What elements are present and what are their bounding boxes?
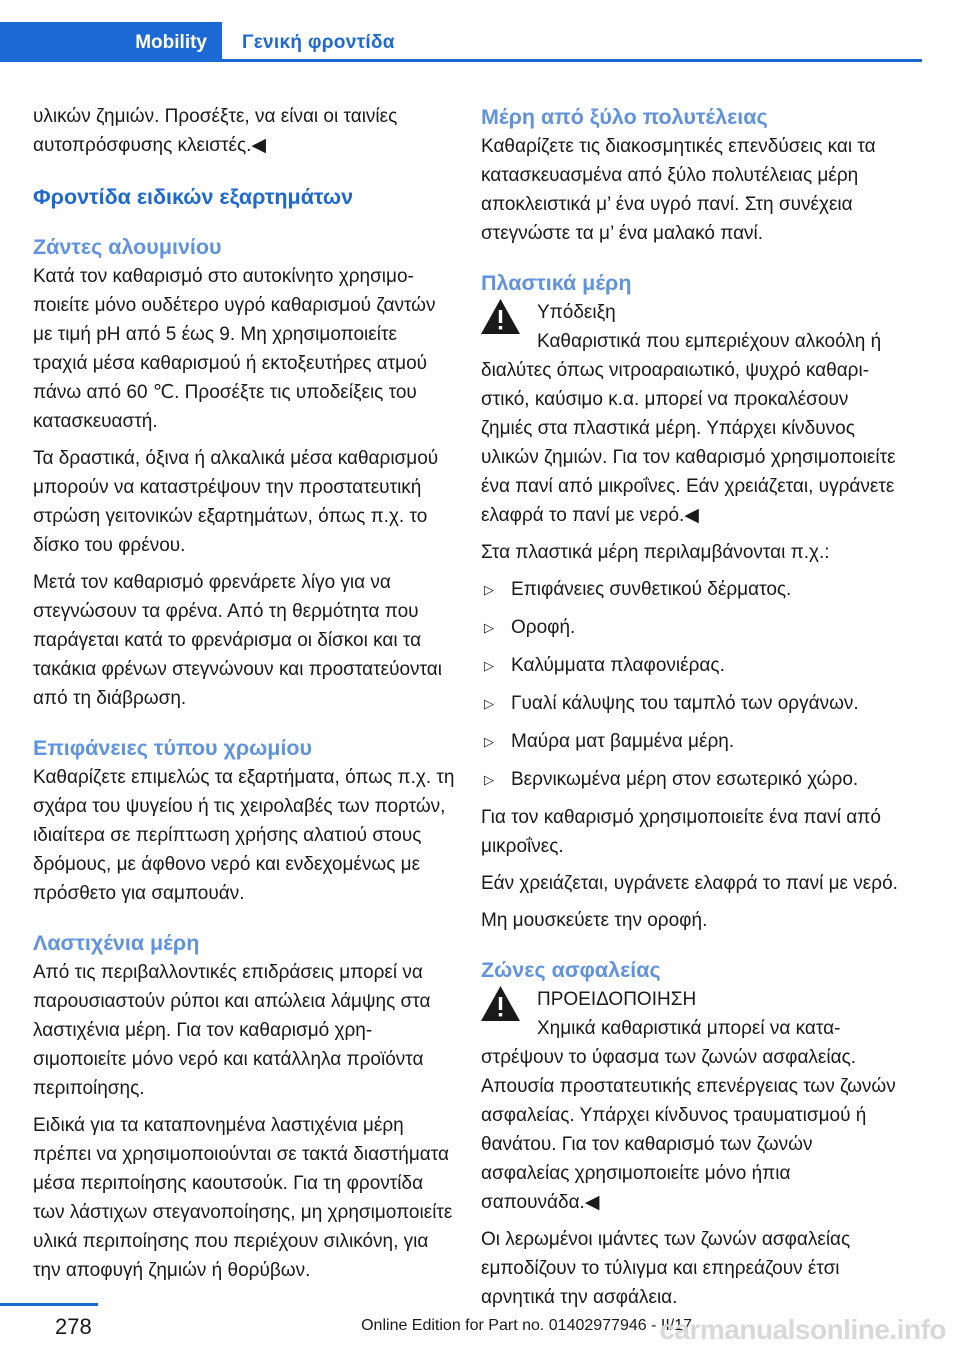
rubber-paragraph-1: Από τις περιβαλλοντικές επιδράσεις μπορεί να παρουσιαστούν ρύποι και απώλεια λάμψης στα λαστιχένια μέρη. Για τον καθαρισμό χρησιμοποιείτε μόνο νερό και κατάλληλα προϊόντα περιποίησης. [33, 962, 431, 1099]
rims-paragraph-1: Κατά τον καθαρισμό στο αυτοκίνητο χρησιμοποιείτε μόνο ουδέτερο υγρό καθαρισμού ζαντών με τιμή pH από 5 έως 9. Μη χρησιμοποιείτε τραχιά μέσα καθαρισμού ή εκτοξευτήρες ατμού πάνω από 60 ℃. Προσέξτε τις υποδείξεις του κατασκευαστή. [33, 266, 436, 432]
list-triangle-icon: ▷ [484, 734, 494, 749]
watermark-logo: carmanualsonline.info [659, 1314, 946, 1345]
list-item-text: Καλύμματα πλαφονιέρας. [511, 655, 725, 676]
list-item [481, 765, 901, 794]
list-item-text: Γυαλί κάλυψης του ταμπλό των οργάνων. [511, 693, 859, 714]
tab-mobility[interactable]: Mobility [0, 22, 222, 62]
note-box [481, 298, 901, 530]
list-item [481, 727, 901, 756]
list-triangle-icon: ▷ [484, 772, 494, 787]
list-triangle-icon: ▷ [484, 582, 494, 597]
list-item-text: Επιφάνειες συνθετικού δέρματος. [511, 579, 792, 600]
subheading-plastic-parts: Πλαστικά μέρη [481, 271, 632, 295]
list-triangle-icon: ▷ [484, 620, 494, 635]
list-item [481, 689, 901, 718]
list-item-text: Μαύρα ματ βαμμένα μέρη. [511, 731, 735, 752]
wood-paragraph: Καθαρίζετε τις διακοσμητικές επενδύσεις και τα κατασκευασμένα από ξύλο πολυτέλειας μέρη αποκλειστικά μ’ ένα υγρό πανί. Στη συνέχεια στεγνώστε τα μ’ ένα μαλακό πανί. [481, 136, 876, 244]
subheading-fine-wood: Μέρη από ξύλο πολυτέλειας [481, 105, 768, 129]
rims-paragraph-2: Τα δραστικά, όξινα ή αλκαλικά μέσα καθαρισμού μπορούν να καταστρέψουν την προστατευτική στρώση γειτονικών εξαρτημάτων, όπως π.χ. το δίσκο του φρένου. [33, 448, 439, 556]
warning-box [481, 985, 901, 1217]
plastic-paragraph-3: Μη μουσκεύετε την οροφή. [481, 910, 708, 931]
list-item [481, 613, 901, 642]
list-item-text: Βερνικωμένα μέρη στον εσωτερικό χώρο. [511, 769, 859, 790]
list-item [481, 651, 901, 680]
plastic-parts-list [481, 575, 901, 794]
intro-paragraph: υλικών ζημιών. Προσέξτε, να είναι οι ταινίες αυτοπρόσφυσης κλειστές.◀ [33, 106, 398, 156]
subheading-seat-belts: Ζώνες ασφαλείας [481, 958, 661, 982]
warning-triangle-icon [480, 298, 521, 335]
plastic-paragraph-2: Εάν χρειάζεται, υγράνετε ελαφρά το πανί με νερό. [481, 873, 898, 894]
right-column [481, 102, 901, 1320]
page-header [0, 22, 922, 62]
note-body: Καθαριστικά που εμπεριέχουν αλκοόλη ή διαλύτες όπως νιτροαραιωτικό, ψυχρό καθαριστικό, καύσιμο κ.α. μπορεί να προκαλέσουν ζημιές στα πλαστικά μέρη. Υπάρχει κίνδυνος υλικών ζημιών. Για τον καθαρισμό χρησιμοποιείτε ένα πανί από μικροΐνες. Εάν χρειάζεται, υγράνετε ελαφρά το πανί με νερό.◀ [481, 331, 896, 526]
subheading-chrome-surfaces: Επιφάνειες τύπου χρωμίου [33, 736, 313, 760]
subheading-alloy-rims: Ζάντες αλουμινίου [33, 235, 222, 259]
rims-paragraph-3: Μετά τον καθαρισμό φρενάρετε λίγο για να στεγνώσουν τα φρένα. Από τη θερμότητα που παράγεται κατά το φρενάρισμα οι δίσκοι και τα τακάκια φρένων στεγνώνουν και προστατεύονται από τη διάβρωση. [33, 572, 443, 709]
left-column [33, 102, 455, 1293]
warning-title: ΠΡΟΕΙΔΟΠΟΙΗΣΗ [537, 989, 697, 1010]
page-number: 278 [55, 1314, 92, 1339]
chrome-paragraph: Καθαρίζετε επιμελώς τα εξαρτήματα, όπως π.χ. τη σχάρα του ψυγείου ή τις χειρολαβές των πορτών, ιδιαίτερα σε περίπτωση χρήσης αλατιού στους δρόμους, με άφθονο νερό και ενδεχομένως με πρόσθετο για σαμπουάν. [33, 767, 455, 904]
edition-note: Online Edition for Part no. 01402977946 - II/17 [361, 1317, 692, 1334]
footer-rule [0, 1303, 98, 1306]
plastic-paragraph-1: Για τον καθαρισμό χρησιμοποιείτε ένα πανί από μικροΐνες. [481, 807, 881, 857]
note-title: Υπόδειξη [537, 302, 616, 323]
list-triangle-icon: ▷ [484, 658, 494, 673]
warning-triangle-icon [480, 985, 521, 1022]
subheading-rubber-parts: Λαστιχένια μέρη [33, 931, 200, 955]
tab-general-care[interactable]: Γενική φροντίδα [242, 32, 395, 53]
plastic-list-intro: Στα πλαστικά μέρη περιλαμβάνονται π.χ.: [481, 542, 830, 563]
list-item [481, 575, 901, 604]
belts-paragraph: Οι λερωμένοι ιμάντες των ζωνών ασφαλείας εμποδίζουν το τύλιγμα και επηρεάζουν έτσι αρνητικά την ασφάλεια. [481, 1229, 851, 1308]
rubber-paragraph-2: Ειδικά για τα καταπονημένα λαστιχένια μέρη πρέπει να χρησιμοποιούνται σε τακτά διαστήματα μέσα περιποίησης καουτσούκ. Για τη φροντίδα των λάστιχων στεγανοποίησης, μη χρησιμοποιείτε υλικά περιποίησης που περιέχουν σιλικόνη, για την αποφυγή ζημιών ή θορύβων. [33, 1115, 453, 1281]
header-rule [0, 59, 922, 62]
list-triangle-icon: ▷ [484, 696, 494, 711]
warning-body: Χημικά καθαριστικά μπορεί να καταστρέψουν το ύφασμα των ζωνών ασφαλείας. Απουσία προστατευτικής επενέργειας των ζωνών ασφαλείας. Υπάρχει κίνδυνος τραυματισμού ή θανάτου. Για τον καθαρισμό των ζωνών ασφαλείας χρησιμοποιείτε μόνο ήπια σαπουνάδα.◀ [481, 1018, 896, 1213]
section-heading-accessories: Φροντίδα ειδικών εξαρτημάτων [33, 185, 354, 209]
list-item-text: Οροφή. [511, 617, 576, 638]
